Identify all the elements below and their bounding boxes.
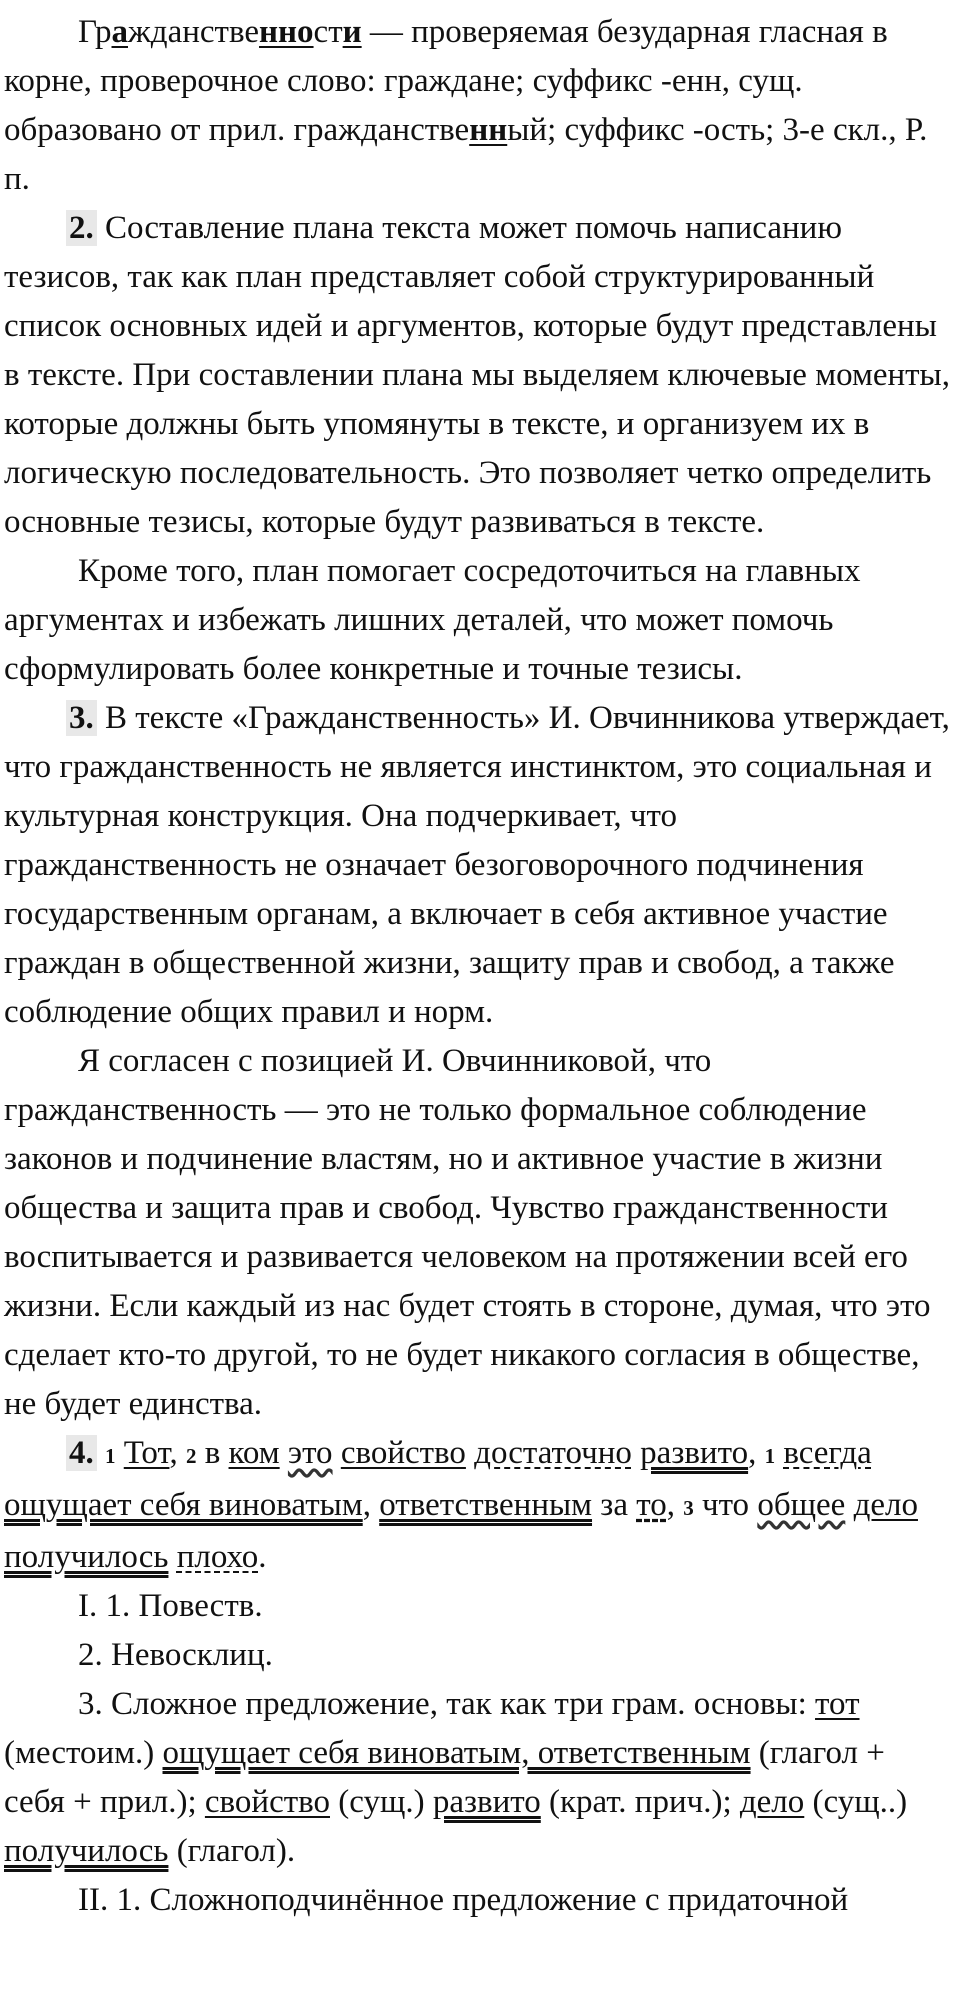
highlighted-suffix: нно [259, 14, 314, 50]
paragraph-task-3 [4, 694, 952, 1037]
paragraph-task-3-opinion [4, 1037, 952, 1429]
clause-marker: 2 [185, 1444, 197, 1468]
adverbial-word: всегда [783, 1435, 872, 1471]
paragraph-task-2-continued [4, 547, 952, 694]
adverbial-word: достаточно [474, 1435, 632, 1471]
word-fragment: жданстве [128, 14, 260, 50]
subject-word: свойство [340, 1435, 466, 1471]
word: в [196, 1435, 229, 1471]
space [466, 1435, 474, 1471]
answer-text: В тексте «Гражданственность» И. Овчинникова утверждает, что гражданственность не является инстинктом, это социальная и культурная конструкция. Она подчеркивает, что гражданственность не означает безоговорочного подчинения государственным органам, а включает в себя активное участие граждан в общественной жизни, защиту прав и свобод, а также соблюдение общих правил и норм. [4, 700, 950, 1030]
analysis-text: (местоим.) [4, 1735, 163, 1771]
analysis-text: II. 1. Сложноподчинённое предложение с придаточной [78, 1882, 849, 1918]
adverbial-word: плохо [176, 1539, 259, 1575]
predicate-phrase: ощущает себя виноватым, ответственным [162, 1735, 751, 1771]
punctuation: , [169, 1435, 178, 1471]
space [845, 1487, 853, 1523]
analysis-text: (крат. прич.); [540, 1784, 740, 1820]
paragraph-morpheme-analysis [4, 8, 952, 204]
object-word: то [636, 1487, 667, 1523]
highlighted-nn: нн [469, 112, 508, 148]
punctuation: , [666, 1487, 675, 1523]
answer-text: Кроме того, план помогает сосредоточиться на главных аргументах и избежать лишних деталей, что может помочь сформулировать более конкретные и точные тезисы. [4, 553, 861, 687]
space [168, 1539, 176, 1575]
predicate-word: получилось [4, 1833, 169, 1869]
space [333, 1435, 341, 1471]
analysis-text: (сущ..) [804, 1784, 908, 1820]
space [280, 1435, 288, 1471]
subject-word: ком [228, 1435, 280, 1471]
punctuation: . [258, 1539, 267, 1575]
predicate-phrase: ощущает себя виноватым [4, 1487, 363, 1523]
subject-word: Тот [123, 1435, 170, 1471]
subject-word: дело [739, 1784, 805, 1820]
analysis-line-3 [4, 1680, 952, 1876]
task-number: 3. [66, 700, 97, 736]
answer-text: Я согласен с позицией И. Овчинниковой, что гражданственность — это не только формальное соблюдение законов и подчинение властям, но и активное участие в жизни общества и защита прав и свобод. Чувство гражданственности воспитывается и развивается человеком на протяжении всей его жизни. Если каждый из нас будет стоять в стороне, думая, что это сделает кто-то другой, то не будет никакого согласия в обществе, не будет единства. [4, 1043, 931, 1422]
space [632, 1435, 640, 1471]
predicate-word: ответственным [379, 1487, 593, 1523]
predicate-word: получилось [4, 1539, 169, 1575]
clause-marker: 1 [105, 1444, 116, 1468]
paragraph-task-4-sentence [4, 1429, 952, 1582]
word-fragment: ст [313, 14, 343, 50]
attribute-word: это [287, 1435, 333, 1471]
subject-word: свойство [204, 1784, 330, 1820]
attribute-word: общее [757, 1487, 846, 1523]
highlighted-ending: и [342, 14, 362, 50]
analysis-text: (глагол). [168, 1833, 296, 1869]
analysis-line-1 [4, 1582, 952, 1631]
punctuation: , [748, 1435, 757, 1471]
analysis-line-2 [4, 1631, 952, 1680]
analysis-text: 2. Невосклиц. [78, 1637, 273, 1673]
subject-word: дело [853, 1487, 918, 1523]
analysis-text: 3. Сложное предложение, так как три грам. основы: [78, 1686, 816, 1722]
word: что [693, 1487, 758, 1523]
analysis-text: I. 1. Повеств. [78, 1588, 263, 1624]
word-fragment: Гр [78, 14, 112, 50]
explanation-text: ый; суффикс -ость; 3-е скл., Р. п. [4, 112, 928, 197]
highlighted-vowel: а [111, 14, 128, 50]
analysis-text: (сущ.) [330, 1784, 433, 1820]
predicate-word: развито [432, 1784, 541, 1820]
explanation-text: — проверяемая безударная гласная в корне, проверочное слово: граждане; суффикс -енн, сущ. образовано от прил. гражданстве [4, 14, 888, 148]
answer-text: Составление плана текста может помочь написанию тезисов, так как план представляет собой структурированный список основных идей и аргументов, которые будут представлены в тексте. При составлении плана мы выделяем ключевые моменты, которые должны быть упомянуты в тексте, и организуем их в логическую последовательность. Это позволяет четко определить основные тезисы, которые будут развиваться в тексте. [4, 210, 950, 540]
task-number: 2. [66, 210, 97, 246]
subject-word: тот [815, 1686, 860, 1722]
clause-marker: 3 [683, 1496, 694, 1520]
clause-marker: 1 [764, 1444, 776, 1468]
predicate-word: развито [640, 1435, 749, 1471]
word: за [592, 1487, 637, 1523]
analysis-text: (глагол + себя + прил.); [4, 1735, 885, 1820]
paragraph-task-2 [4, 204, 952, 547]
punctuation: , [362, 1487, 380, 1523]
task-number: 4. [66, 1435, 97, 1471]
analysis-line-4 [4, 1876, 952, 1925]
